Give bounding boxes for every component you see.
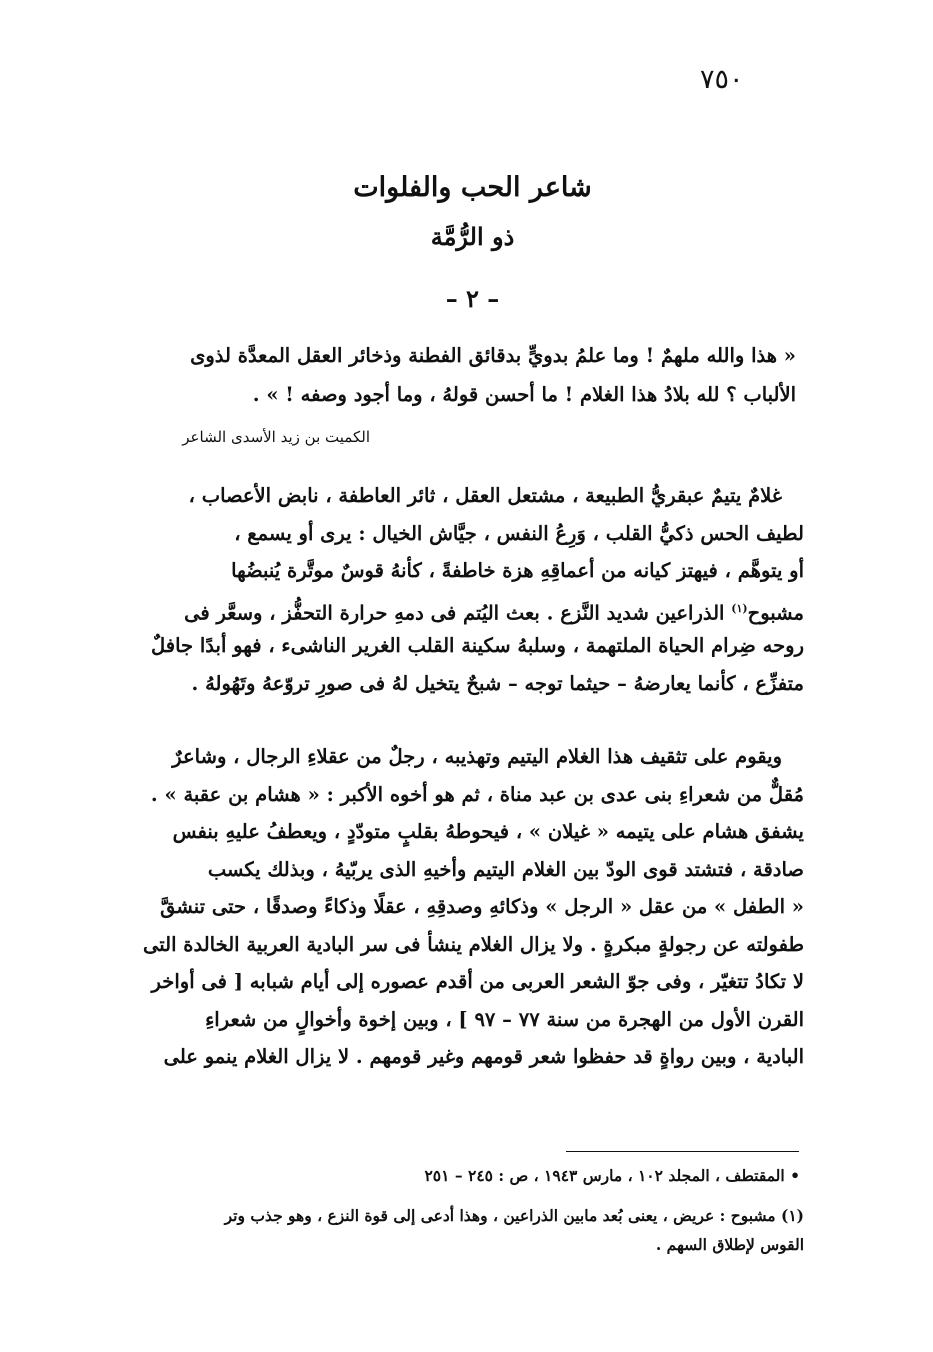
text-line: أو يتوهَّم ، فيهتز كيانه من أعماقِهِ هزة خاطفةً ، كأنهُ قوسٌ موتَّرة يُنبضُها — [231, 559, 804, 582]
paragraph-2 — [92, 738, 804, 1076]
epigraph-attribution: الكميت بن زيد الأسدى الشاعر — [182, 428, 370, 446]
footnote-1: (١) مشبوح : عريض ، يعنى بُعد مابين الذراعين ، وهذا أدعى إلى قوة النزع ، وهو جذب وتر — [224, 1206, 804, 1225]
text-line: يشفق هشام على يتيمه « غيلان » ، فيحوطهُ بقلبٍ متودّدٍ ، ويعطفُ عليهِ بنفس — [172, 820, 804, 843]
footnote-divider — [566, 1151, 799, 1152]
paragraph-1 — [92, 477, 804, 702]
text-line: القرن الأول من الهجرة من سنة ٧٧ – ٩٧ ] ، وبين إخوة وأخوالٍ من شعراءِ — [205, 1007, 804, 1031]
part-number: – ٢ – — [445, 284, 500, 313]
source-footnote: • المقتطف ، المجلد ١٠٢ ، مارس ١٩٤٣ ، ص : ٢٤٥ – ٢٥١ — [424, 1166, 800, 1185]
text-line: روحه ضِرام الحياة الملتهمة ، وسلبهُ سكينة القلب الغرير الناشىء ، فهو أبدًا جافلٌ — [150, 634, 804, 657]
epigraph-line: « هذا والله ملهمٌ ! وما علمُ بدويٍّ بدقائق الفطنة وذخائر العقل المعدَّة لذوى — [190, 344, 796, 367]
footnote-1-continuation: القوس لإطلاق السهم . — [655, 1235, 804, 1254]
footnote-marker: (١) — [731, 601, 748, 615]
text-line — [92, 590, 804, 628]
text-line: البادية ، وبين رواةٍ قد حفظوا شعر قومهم وغير قومهم . لا يزال الغلام ينمو على — [163, 1045, 804, 1068]
epigraph-line: الألباب ؟ لله بلادُ هذا الغلام ! ما أحسن قولهُ ، وما أجود وصفه ! » . — [252, 383, 796, 406]
text-line: صادقة ، فتشتد قوى الودّ بين الغلام اليتيم وأخيهِ الذى يربّيهُ ، وبذلك يكسب — [207, 857, 804, 881]
article-subtitle: ذو الرُّمَّة — [430, 222, 515, 251]
text-line: ويقوم على تثقيف هذا الغلام اليتيم وتهذيبه ، رجلٌ من عقلاءِ الرجال ، وشاعرٌ — [172, 745, 782, 768]
text-line: طفولته عن رجولةٍ مبكرةٍ . ولا يزال الغلام ينشأ فى سر البادية العربية الخالدة التى — [143, 932, 804, 956]
text-line: مُقلٌّ من شعراءِ بنى عدى بن عبد مناة ، ثم هو أخوه الأكبر : « هشام بن عقبة » . — [150, 782, 804, 806]
text-line: لطيف الحس ذكيُّ القلب ، وَرِعُ النفس ، جيَّاش الخيال : يرى أو يسمع ، — [234, 521, 804, 545]
epigraph-quote — [96, 336, 796, 414]
text-line: « الطفل » من عقل « الرجل » وذكائهِ وصدقِهِ ، عقلًا وذكاءً وصدقًا ، حتى تنشقَّ — [160, 895, 804, 918]
page-number: ٧٥٠ — [700, 64, 744, 95]
text-fragment: الذراعين شديد النَّزع . بعث اليُتم فى دمهِ حرارة التحفُّز ، وسعَّر فى — [184, 601, 732, 624]
text-line: غلامٌ يتيمٌ عبقريُّ الطبيعة ، مشتعل العقل ، ثائر العاطفة ، نابض الأعصاب ، — [188, 484, 782, 507]
text-line: متفزِّع ، كأنما يعارضهُ – حيثما توجه – شبحٌ يتخيل لهُ فى صورِ تروّعهُ وتَهُولهُ . — [191, 671, 804, 695]
text-line: لا تكادُ تتغيّر ، وفى جوّ الشعر العربى من أقدم عصوره إلى أيام شبابه [ فى أواخر — [151, 970, 804, 993]
text-fragment: مشبوح — [747, 601, 804, 624]
article-title: شاعر الحب والفلوات — [353, 172, 592, 203]
